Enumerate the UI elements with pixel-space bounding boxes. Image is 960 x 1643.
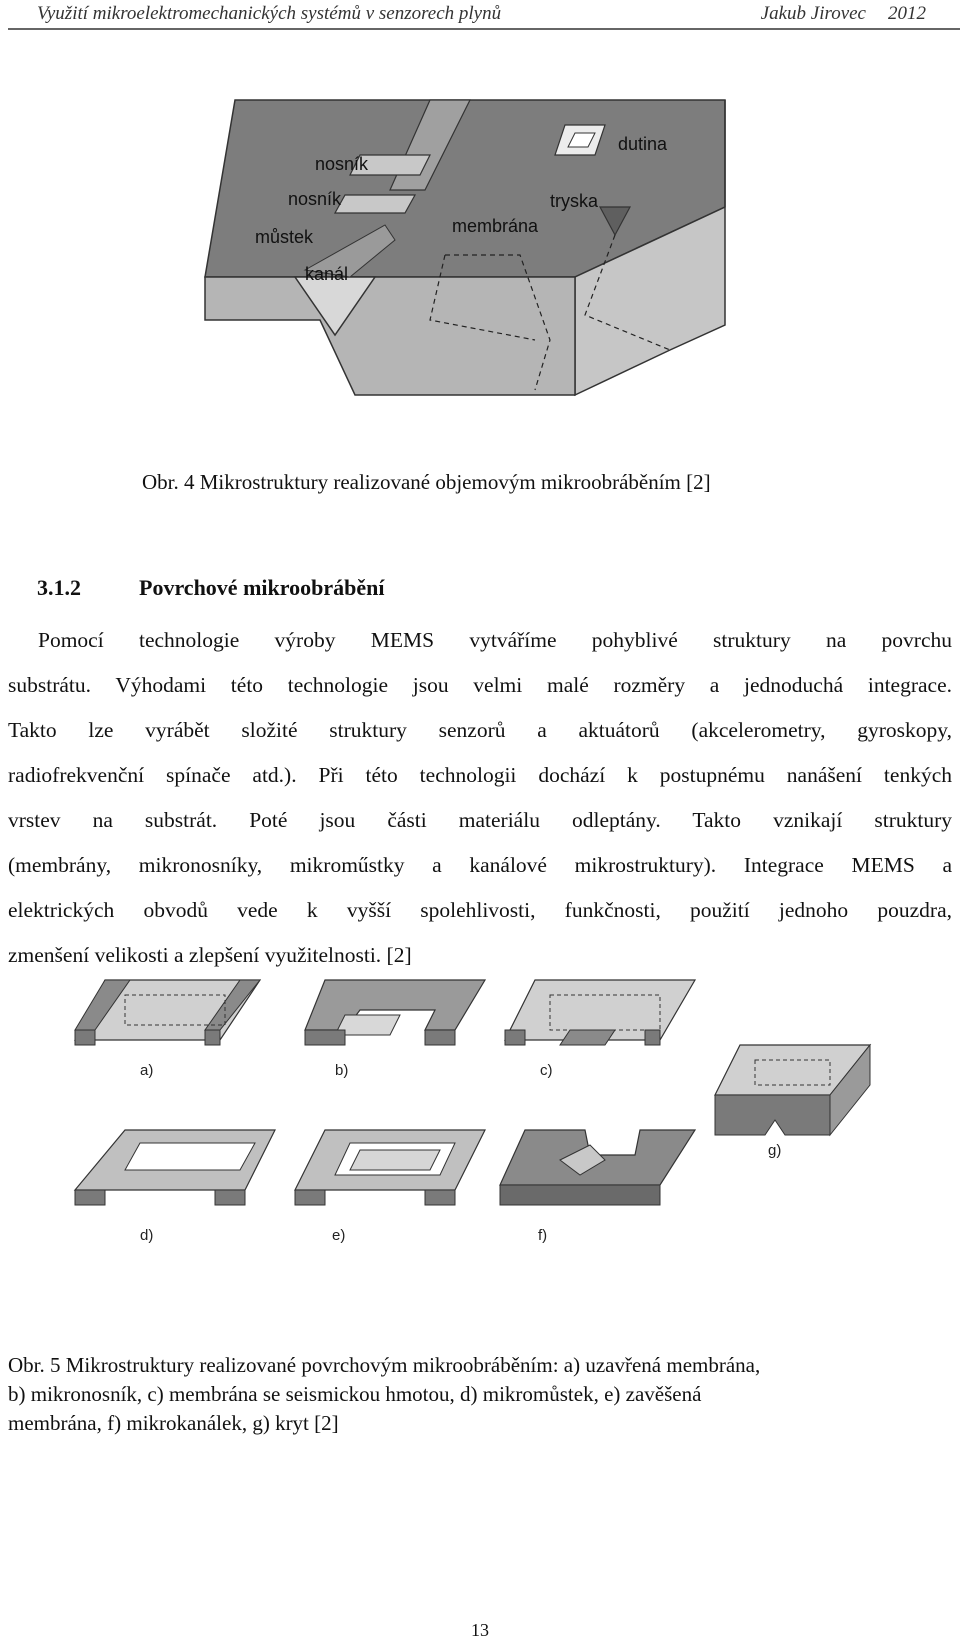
label-c: c) [540,1062,553,1079]
paragraph-line: zmenšení velikosti a zlepšení využitelnosti. [2] [8,943,412,967]
paragraph-line: Pomocí technologie výroby MEMS vytváříme pohyblivé struktury na povrchu [38,628,952,652]
caption-line: membrána, f) mikrokanálek, g) kryt [2] [8,1411,339,1435]
beam-lower [335,195,415,213]
label-cavity: dutina [618,134,668,154]
label-membrane: membrána [452,216,539,236]
paragraph-line: Takto lze vyrábět složité struktury senzorů a aktuátorů (akcelerometry, gyroskopy, [8,718,952,742]
label-bridge: můstek [255,227,314,247]
label-g: g) [768,1142,782,1159]
paragraph-line: elektrických obvodů vede k vyšší spolehlivosti, funkčnosti, použití jednoho pouzdra, [8,898,952,922]
header-divider [8,28,960,30]
header-meta [739,3,926,25]
caption-line: b) mikronosník, c) membrána se seismickou hmotou, d) mikromůstek, e) zavěšená [8,1382,702,1406]
label-beam-1: nosník [315,154,369,174]
section-heading [37,575,384,601]
block-front-face [205,277,575,395]
section-title: Povrchové mikroobrábění [139,575,385,600]
figure-surface-micromachining [70,975,910,1305]
structure-g-cap [715,1045,870,1135]
header-author: Jakub Jirovec [760,3,866,24]
page-number: 13 [471,1620,489,1640]
paragraph-line: radiofrekvenční spínače atd.). Při této technologii dochází k postupnému nanášení tenkých [8,763,952,787]
figure-5-caption [8,1351,958,1438]
label-b: b) [335,1062,349,1079]
header-title: Využití mikroelektromechanických systémů v senzorech plynů [37,3,502,24]
paragraph-line: vrstev na substrát. Poté jsou části materiálu odleptány. Takto vznikají struktury [8,808,952,832]
structure-d-microbridge [75,1130,275,1205]
label-e: e) [332,1227,346,1244]
structure-b-microbeam [305,980,485,1045]
body-paragraph [8,620,952,980]
label-beam-2: nosník [288,189,342,209]
page-header [0,0,960,30]
figure-4-caption: Obr. 4 Mikrostruktury realizované objemovým mikroobráběním [2] [142,470,711,494]
header-year: 2012 [888,3,926,24]
label-f: f) [538,1227,548,1244]
label-d: d) [140,1227,154,1244]
label-a: a) [140,1062,154,1079]
label-nozzle: tryska [550,191,599,211]
section-number: 3.1.2 [37,575,81,600]
structure-f-microchannel [500,1130,695,1205]
structure-a-closed-membrane [75,980,260,1045]
structure-c-seismic-mass [505,980,695,1045]
paragraph-line: (membrány, mikronosníky, mikroműstky a kanálové mikrostruktury). Integrace MEMS a [8,853,952,877]
label-channel: kanál [305,264,349,284]
figure-bulk-micromachining [200,95,740,415]
paragraph-line: substrátu. Výhodami této technologie jsou velmi malé rozměry a jednoduchá integrace. [8,673,952,697]
caption-line: Obr. 5 Mikrostruktury realizované povrchovým mikroobráběním: a) uzavřená membrána, [8,1353,761,1377]
structure-e-suspended-membrane [295,1130,485,1205]
